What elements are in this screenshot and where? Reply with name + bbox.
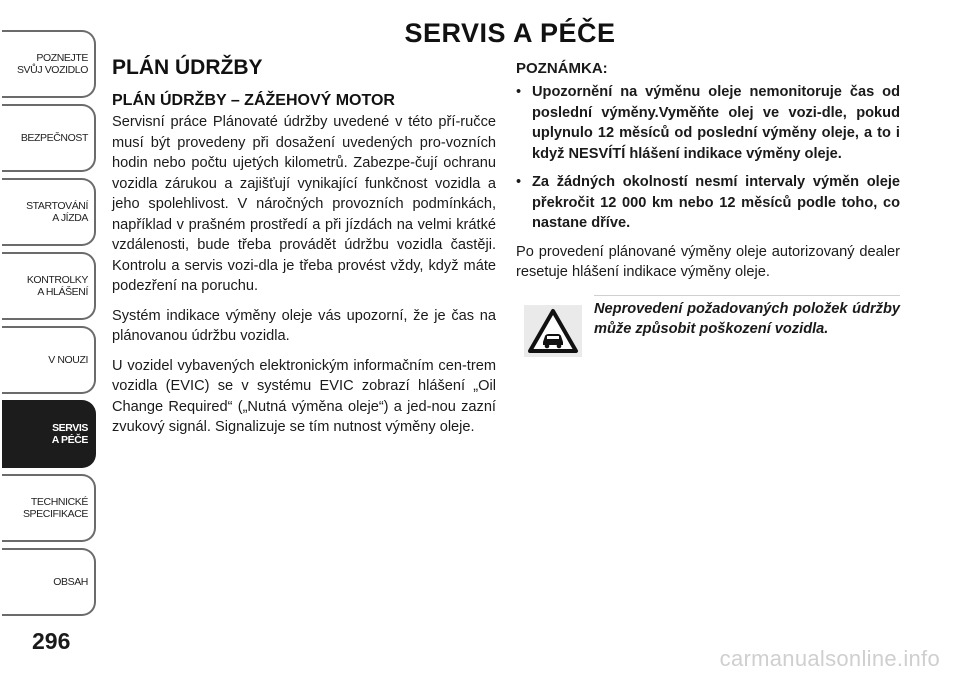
paragraph: Po provedení plánované výměny oleje autorizovaný dealer resetuje hlášení indikace výměny oleje. bbox=[516, 243, 900, 280]
tab-label: POZNEJTE SVŮJ VOZIDLO bbox=[16, 52, 88, 76]
warning-rule bbox=[594, 295, 900, 296]
tab-technicke[interactable] bbox=[2, 474, 96, 542]
tab-servis[interactable] bbox=[2, 400, 96, 468]
tab-label: OBSAH bbox=[53, 576, 88, 588]
right-column bbox=[516, 56, 900, 359]
tab-v-nouzi[interactable] bbox=[2, 326, 96, 394]
paragraph: Servisní práce Plánovaté údržby uvedené v této pří-ručce musí být provedeny při dosažení uvedených pro-vozních hodin nebo počtu ujetých kilometrů. Zabezpe-čují ochranu vozidla zárukou a zajišťují vynikající funkčnost vozidla a jeho spolehlivost. V náročných provozních podmínkách, například v prašném prostředí a při jízdách na velmi krátké vzdálenosti, bude třeba provádět údržbu vozidla častěji. Kontrolu a servis vozi-dla je třeba provést vždy, když máte podezření na poruchu. bbox=[112, 114, 496, 294]
left-column bbox=[112, 56, 496, 447]
tab-startovani[interactable] bbox=[2, 178, 96, 246]
paragraph: U vozidel vybavených elektronickým informačním cen-trem vozidla (EVIC) se v systému EVIC zobrazí hlášení „Oil Change Required“ („Nutná výměna oleje“) a jed-nou zazní zvukový signál. Signalizuje se tím nutnost výměny oleje. bbox=[112, 357, 496, 435]
car-warning-triangle-icon bbox=[524, 305, 582, 357]
tab-obsah[interactable] bbox=[2, 548, 96, 616]
tab-poznejte[interactable] bbox=[2, 30, 96, 98]
page-number: 296 bbox=[32, 628, 71, 654]
tab-label: V NOUZI bbox=[48, 354, 88, 366]
tab-kontrolky[interactable] bbox=[2, 252, 96, 320]
section-tabs bbox=[0, 0, 98, 640]
note-item: • Za žádných okolností nesmí intervaly výměn oleje překročit 12 000 km nebo 12 měsíců podle toho, co nastane dříve. bbox=[516, 172, 900, 234]
section-title: SERVIS A PÉČE bbox=[404, 18, 616, 48]
note-list bbox=[516, 82, 900, 234]
watermark: carmanualsonline.info bbox=[719, 646, 940, 671]
tab-label: KONTROLKY A HLÁŠENÍ bbox=[26, 274, 88, 298]
petrol-engine-subheading: PLÁN ÚDRŽBY – ZÁŽEHOVÝ MOTOR bbox=[112, 92, 395, 109]
note-title: POZNÁMKA: bbox=[516, 60, 608, 77]
note-item: • Upozornění na výměnu oleje nemonitoruje čas od poslední výměny.Vyměňte olej ve vozi-dle, pokud uplynulo 12 měsíců od poslední výměny oleje, a to i když NESVÍTÍ hlášení indikace výměny oleje. bbox=[516, 82, 900, 164]
tab-label: STARTOVÁNÍ A JÍZDA bbox=[26, 200, 88, 224]
paragraph: Systém indikace výměny oleje vás upozorní, že je čas na plánovanou údržbu vozidla. bbox=[112, 307, 496, 344]
warning-box bbox=[524, 299, 900, 359]
tab-label: BEZPEČNOST bbox=[20, 132, 88, 144]
warning-text: Neprovedení požadovaných položek údržby může způsobit poškození vozidla. bbox=[594, 300, 900, 337]
maintenance-plan-heading: PLÁN ÚDRŽBY bbox=[112, 56, 263, 79]
tab-bezpecnost[interactable] bbox=[2, 104, 96, 172]
tab-label: SERVIS A PÉČE bbox=[51, 422, 88, 446]
tab-label: TECHNICKÉ SPECIFIKACE bbox=[22, 496, 88, 520]
